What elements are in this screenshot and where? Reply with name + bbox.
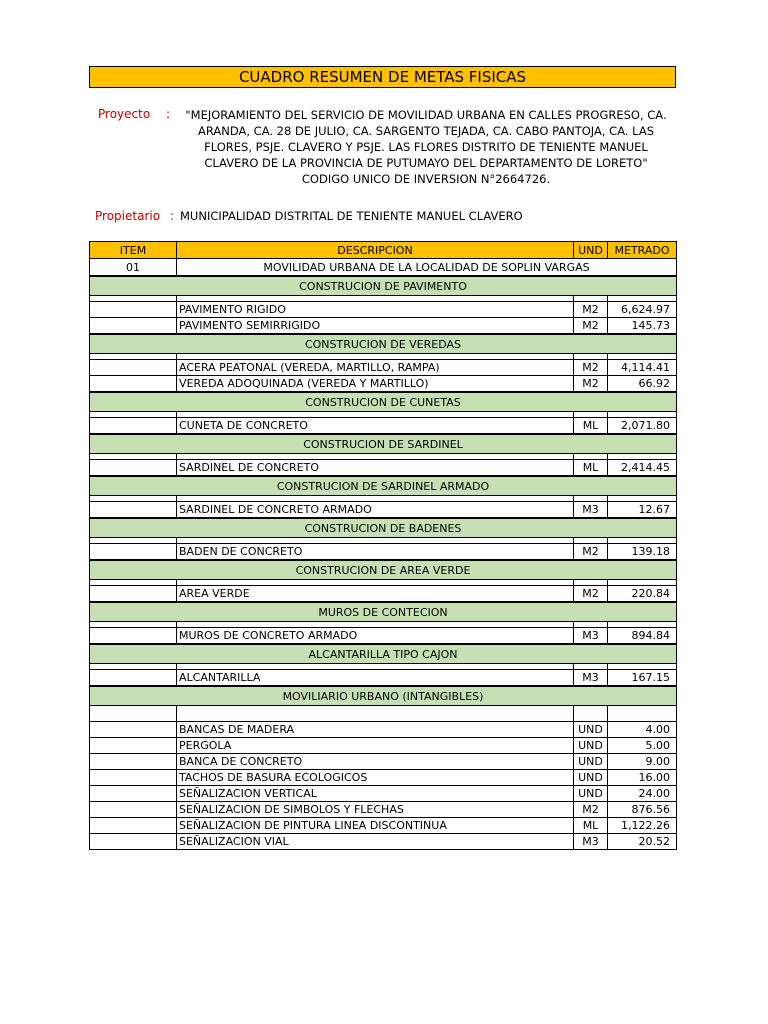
unit-cell: M3 (574, 502, 608, 519)
metrado-cell: 24.00 (608, 786, 677, 802)
description-cell: SEÑALIZACION DE SIMBOLOS Y FLECHAS (177, 802, 574, 818)
section-title: CONSTRUCION DE CUNETAS (90, 392, 677, 412)
metrado-cell: 139.18 (608, 544, 677, 561)
unit-cell: M2 (574, 360, 608, 376)
section-row (90, 392, 677, 412)
description-cell: SEÑALIZACION VIAL (177, 834, 574, 850)
metrado-cell: 876.56 (608, 802, 677, 818)
metrado-cell: 16.00 (608, 770, 677, 786)
item-cell (90, 460, 177, 477)
description-cell: SEÑALIZACION VERTICAL (177, 786, 574, 802)
item-cell (90, 628, 177, 645)
section-row (90, 334, 677, 354)
unit-cell: UND (574, 786, 608, 802)
proyecto-line: CODIGO UNICO DE INVERSION N°2664726. (301, 172, 551, 186)
unit-cell: M2 (574, 802, 608, 818)
section-row (90, 686, 677, 706)
unit-cell: M2 (574, 586, 608, 603)
metas-table (89, 241, 677, 850)
description-cell: TACHOS DE BASURA ECOLOGICOS (177, 770, 574, 786)
header-item: ITEM (90, 242, 177, 259)
description-cell: ACERA PEATONAL (VEREDA, MARTILLO, RAMPA) (177, 360, 574, 376)
metrado-cell: 66.92 (608, 376, 677, 393)
section-title: MUROS DE CONTECION (90, 602, 677, 622)
header-und: UND (574, 242, 608, 259)
metrado-cell: 4.00 (608, 722, 677, 738)
section-title: CONSTRUCION DE VEREDAS (90, 334, 677, 354)
unit-cell: UND (574, 754, 608, 770)
table-row (90, 670, 677, 687)
table-row (90, 418, 677, 435)
proyecto-line: ARANDA, CA. 28 DE JULIO, CA. SARGENTO TEJADA, CA. CABO PANTOJA, CA. LAS (197, 124, 655, 138)
description-cell: BADEN DE CONCRETO (177, 544, 574, 561)
section-title: MOVILIARIO URBANO (INTANGIBLES) (90, 686, 677, 706)
description-cell: SEÑALIZACION DE PINTURA LINEA DISCONTINUA (177, 818, 574, 834)
item-cell (90, 706, 177, 722)
metrado-cell: 1,122.26 (608, 818, 677, 834)
metrado-cell: 12.67 (608, 502, 677, 519)
main-item-row (90, 259, 677, 277)
description-cell: VEREDA ADOQUINADA (VEREDA Y MARTILLO) (177, 376, 574, 393)
table-row (90, 754, 677, 770)
item-cell (90, 738, 177, 754)
description-cell: PERGOLA (177, 738, 574, 754)
item-cell (90, 834, 177, 850)
item-cell (90, 802, 177, 818)
unit-cell: M2 (574, 376, 608, 393)
item-cell (90, 318, 177, 335)
section-title: CONSTRUCION DE AREA VERDE (90, 560, 677, 580)
metrado-cell: 894.84 (608, 628, 677, 645)
table-row (90, 376, 677, 393)
item-cell (90, 786, 177, 802)
unit-cell: ML (574, 818, 608, 834)
table-row (90, 738, 677, 754)
header-metrado: METRADO (608, 242, 677, 259)
table-row (90, 302, 677, 318)
propietario-value: MUNICIPALIDAD DISTRITAL DE TENIENTE MANUEL CLAVERO (180, 209, 523, 223)
item-cell (90, 770, 177, 786)
item-cell (90, 360, 177, 376)
unit-cell: M3 (574, 670, 608, 687)
section-row (90, 518, 677, 538)
section-row (90, 476, 677, 496)
unit-cell: M3 (574, 628, 608, 645)
item-cell (90, 302, 177, 318)
table-row (90, 722, 677, 738)
metrado-cell: 4,114.41 (608, 360, 677, 376)
proyecto-colon: : (166, 107, 171, 121)
metrado-cell: 220.84 (608, 586, 677, 603)
section-row (90, 602, 677, 622)
propietario-colon: : (170, 209, 175, 223)
description-cell: BANCAS DE MADERA (177, 722, 574, 738)
section-title: CONSTRUCION DE SARDINEL ARMADO (90, 476, 677, 496)
section-row (90, 560, 677, 580)
proyecto-line: "MEJORAMIENTO DEL SERVICIO DE MOVILIDAD URBANA EN CALLES PROGRESO, CA. (185, 108, 667, 122)
table-row (90, 818, 677, 834)
table-row (90, 360, 677, 376)
main-item-description: MOVILIDAD URBANA DE LA LOCALIDAD DE SOPLIN VARGAS (177, 259, 677, 277)
table-row (90, 770, 677, 786)
section-title: CONSTRUCION DE PAVIMENTO (90, 276, 677, 296)
section-row (90, 276, 677, 296)
unit-cell: M2 (574, 302, 608, 318)
unit-cell (574, 706, 608, 722)
propietario-label: Propietario (95, 209, 161, 223)
proyecto-line: CLAVERO DE LA PROVINCIA DE PUTUMAYO DEL DEPARTAMENTO DE LORETO" (204, 156, 648, 170)
metrado-cell: 20.52 (608, 834, 677, 850)
description-cell: PAVIMENTO RIGIDO (177, 302, 574, 318)
description-cell: SARDINEL DE CONCRETO ARMADO (177, 502, 574, 519)
item-cell (90, 670, 177, 687)
table-row (90, 706, 677, 722)
unit-cell: M2 (574, 318, 608, 335)
description-cell: AREA VERDE (177, 586, 574, 603)
item-cell (90, 502, 177, 519)
description-cell: MUROS DE CONCRETO ARMADO (177, 628, 574, 645)
metrado-cell (608, 706, 677, 722)
description-cell: SARDINEL DE CONCRETO (177, 460, 574, 477)
metrado-cell: 9.00 (608, 754, 677, 770)
document-title: CUADRO RESUMEN DE METAS FISICAS (89, 66, 676, 88)
unit-cell: ML (574, 418, 608, 435)
description-cell (177, 706, 574, 722)
proyecto-description (176, 107, 676, 187)
metrado-cell: 5.00 (608, 738, 677, 754)
metrado-cell: 167.15 (608, 670, 677, 687)
item-cell (90, 544, 177, 561)
unit-cell: M2 (574, 544, 608, 561)
section-title: CONSTRUCION DE BADENES (90, 518, 677, 538)
table-row (90, 628, 677, 645)
description-cell: PAVIMENTO SEMIRRIGIDO (177, 318, 574, 335)
unit-cell: UND (574, 722, 608, 738)
item-cell (90, 754, 177, 770)
table-header-row (90, 242, 677, 259)
unit-cell: M3 (574, 834, 608, 850)
item-cell (90, 418, 177, 435)
metrado-cell: 6,624.97 (608, 302, 677, 318)
description-cell: BANCA DE CONCRETO (177, 754, 574, 770)
section-title: ALCANTARILLA TIPO CAJON (90, 644, 677, 664)
item-cell (90, 376, 177, 393)
table-row (90, 318, 677, 335)
metrado-cell: 2,414.45 (608, 460, 677, 477)
table-row (90, 586, 677, 603)
proyecto-label: Proyecto (98, 107, 151, 121)
item-cell (90, 818, 177, 834)
unit-cell: ML (574, 460, 608, 477)
main-item-number: 01 (90, 259, 177, 277)
metrado-cell: 145.73 (608, 318, 677, 335)
table-row (90, 502, 677, 519)
metrado-cell: 2,071.80 (608, 418, 677, 435)
section-row (90, 644, 677, 664)
table-row (90, 786, 677, 802)
item-cell (90, 586, 177, 603)
description-cell: CUNETA DE CONCRETO (177, 418, 574, 435)
table-row (90, 802, 677, 818)
section-title: CONSTRUCION DE SARDINEL (90, 434, 677, 454)
item-cell (90, 722, 177, 738)
proyecto-line: FLORES, PSJE. CLAVERO Y PSJE. LAS FLORES DISTRITO DE TENIENTE MANUEL (204, 140, 648, 154)
table-row (90, 834, 677, 850)
description-cell: ALCANTARILLA (177, 670, 574, 687)
table-row (90, 544, 677, 561)
unit-cell: UND (574, 770, 608, 786)
table-row (90, 460, 677, 477)
unit-cell: UND (574, 738, 608, 754)
section-row (90, 434, 677, 454)
header-descripcion: DESCRIPCION (177, 242, 574, 259)
